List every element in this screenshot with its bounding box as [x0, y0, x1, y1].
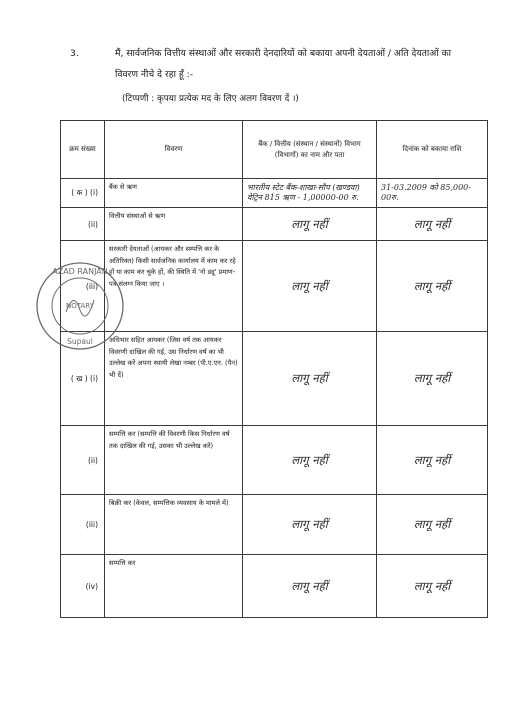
- row-amount: लागू नहीं: [377, 332, 488, 426]
- table-row: [61, 332, 488, 426]
- row-amount: लागू नहीं: [377, 241, 488, 332]
- row-bank: लागू नहीं: [243, 426, 377, 495]
- svg-text:AZAD RANJAN: AZAD RANJAN: [52, 267, 108, 276]
- row-amount: लागू नहीं: [377, 555, 488, 618]
- section-number: 3.: [70, 48, 79, 59]
- row-amount: लागू नहीं: [377, 426, 488, 495]
- row-description: बिक्री कर (केवल, सम्पत्तिक व्यवसाय के मामले में): [105, 495, 243, 555]
- table-row: [61, 208, 488, 241]
- row-bank: भारतीय स्टेट बैंक-शाखा-सौप (खण्डवा) वेट्रिन 815 ऋण - 1,00000-00 रु.: [243, 179, 377, 208]
- table-row: [61, 555, 488, 618]
- table-row: [61, 179, 488, 208]
- row-bank: लागू नहीं: [243, 495, 377, 555]
- header-bank: बैंक / वित्तीय (संस्थान / संस्थानों) विभाग (विभागों) का नाम और पता: [243, 121, 377, 179]
- intro-note: (टिप्पणी : कृपया प्रत्येक मद के लिए अलग विवरण दें ।): [122, 94, 299, 104]
- svg-text:Supaul: Supaul: [67, 337, 93, 346]
- svg-text:NOTARY: NOTARY: [66, 302, 94, 310]
- table-row: [61, 426, 488, 495]
- row-index: ( ख ) (i): [61, 332, 105, 426]
- header-details: विवरण: [105, 121, 243, 179]
- row-description: बैंक से ऋण: [105, 179, 243, 208]
- table-row: [61, 241, 488, 332]
- row-index: ( क ) (i): [61, 179, 105, 208]
- row-bank: लागू नहीं: [243, 555, 377, 618]
- row-description: वित्तीय संस्थाओं से ऋण: [105, 208, 243, 241]
- table-header-row: [61, 121, 488, 179]
- row-index: (iii): [61, 241, 105, 332]
- header-serial: क्रम संख्या: [61, 121, 105, 179]
- row-bank: लागू नहीं: [243, 208, 377, 241]
- row-index: (iv): [61, 555, 105, 618]
- row-index: (iii): [61, 495, 105, 555]
- row-description: सम्पत्ति कर (सम्पत्ति की विवरणी किस निर्धारण वर्ष तक दाखिल की गई, उसका भी उल्लेख करें): [105, 426, 243, 495]
- row-description: सरकारी देयताओं (आयकर और सम्पत्ति कर के अतिरिक्त) किसी सार्वजनिक कार्यालय में काम कर रहे हों या काम कर चुके हों, की स्थिति में 'नो ड्यू' प्रमाण-पत्र संलग्न किया जाए ।: [105, 241, 243, 332]
- intro-line-2: विवरण नीचे दे रहा हूँ :-: [115, 69, 194, 80]
- row-amount: 31-03.2009 को 85,000-00रु.: [377, 179, 488, 208]
- row-bank: लागू नहीं: [243, 241, 377, 332]
- row-index: (ii): [61, 426, 105, 495]
- liabilities-table: [60, 120, 488, 618]
- header-amount: दिनांक को बकाया राशि: [377, 121, 488, 179]
- row-amount: लागू नहीं: [377, 495, 488, 555]
- row-description: सम्पत्ति कर: [105, 555, 243, 618]
- row-bank: लागू नहीं: [243, 332, 377, 426]
- row-index: (ii): [61, 208, 105, 241]
- intro-line-1: मैं, सार्वजनिक वित्तीय संस्थाओं और सरकारी देनदारियों को बकाया अपनी देयताओं / अति देयताओं का: [115, 48, 452, 59]
- row-description: अधिभार सहित आयकर (जिस वर्ष तक आयकर विवरणी दाखिल की गई, उस निर्धारण वर्ष का भी उल्लेख करें अपना स्थायी लेखा नम्बर (पी.ए.एन. (पैन) भी दें): [105, 332, 243, 426]
- row-amount: लागू नहीं: [377, 208, 488, 241]
- table-row: [61, 495, 488, 555]
